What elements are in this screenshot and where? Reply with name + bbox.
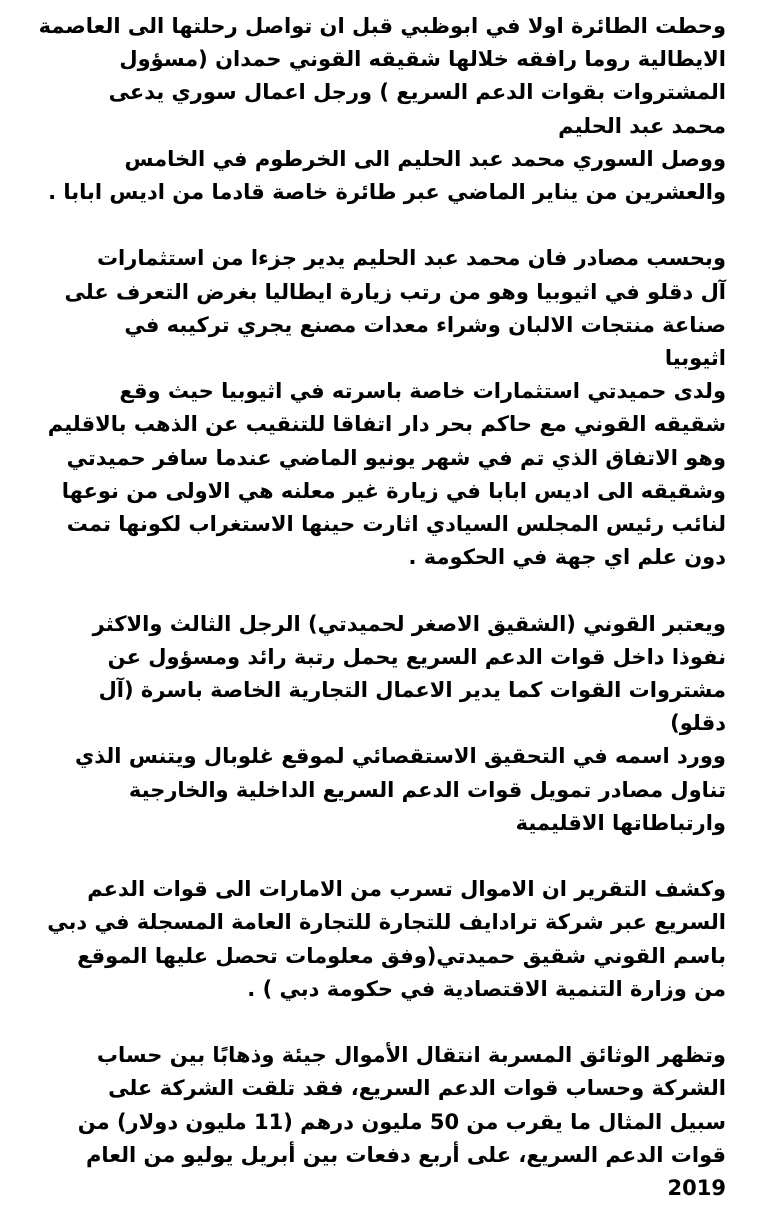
article-body xyxy=(38,10,726,1205)
paragraph-spacer xyxy=(96,1006,726,1039)
text-line: من وزارة التنمية الاقتصادية في حكومة دبي ) . xyxy=(247,976,726,1001)
text-line: آل دقلو في اثيوبيا وهو من رتب زيارة ايطاليا بغرض التعرف على xyxy=(64,279,726,304)
text-line: تناول مصادر تمويل قوات الدعم السريع الداخلية والخارجية xyxy=(128,777,726,802)
text-line: مشتروات القوات كما يدير الاعمال التجارية الخاصة باسرة (آل xyxy=(98,678,726,703)
text-line: السريع عبر شركة ترادايف للتجارة للتجارة العامة المسجلة في دبي xyxy=(47,910,726,935)
text-line: وشقيقه الى اديس ابابا في زيارة غير معلنه هي الاولى من نوعها xyxy=(61,478,726,503)
text-line: ووصل السوري محمد عبد الحليم الى الخرطوم في الخامس xyxy=(124,146,726,171)
text-line: وكشف التقرير ان الاموال تسرب من الامارات الى قوات الدعم xyxy=(87,877,726,902)
paragraph-flight xyxy=(38,10,726,209)
text-line: نفوذا داخل قوات الدعم السريع يحمل رتبة رائد ومسؤول عن xyxy=(107,644,726,669)
paragraph-spacer xyxy=(96,209,726,242)
text-line: 2019 xyxy=(667,1176,726,1201)
text-line: اثيوبيا xyxy=(664,346,726,371)
text-line: وحطت الطائرة اولا في ابوظبي قبل ان تواصل رحلتها الى العاصمة xyxy=(38,14,726,38)
text-line: ويعتبر القوني (الشقيق الاصغر لحميدتي) الرجل الثالث والاكثر xyxy=(92,611,726,636)
text-line: وورد اسمه في التحقيق الاستقصائي لموقع غلوبال ويتنس الذي xyxy=(75,744,726,769)
text-line: وتظهر الوثائق المسربة انتقال الأموال جيئة وذهابًا بين حساب xyxy=(96,1043,726,1068)
text-line: دون علم اي جهة في الحكومة . xyxy=(408,545,726,570)
text-line: الايطالية روما رافقه خلالها شقيقه القوني حمدان (مسؤول xyxy=(119,47,726,72)
text-line: والعشرين من يناير الماضي عبر طائرة خاصة قادما من اديس ابابا . xyxy=(48,180,726,205)
paragraph-spacer xyxy=(96,574,726,607)
text-line: وهو الاتفاق الذي تم في شهر يونيو الماضي عندما سافر حميدتي xyxy=(66,445,726,470)
text-line: قوات الدعم السريع، على أربع دفعات بين أبريل يوليو من العام xyxy=(85,1142,726,1167)
text-line: وارتباطاتها الاقليمية xyxy=(515,810,726,835)
paragraph-leaked-documents xyxy=(77,1039,726,1205)
text-line: محمد عبد الحليم xyxy=(558,113,726,138)
text-line: وبحسب مصادر فان محمد عبد الحليم يدير جزءا من استثمارات xyxy=(96,246,726,271)
paragraph-report xyxy=(47,873,726,1006)
text-line: صناعة منتجات الالبان وشراء معدات مصنع يجري تركيبه في xyxy=(124,312,726,337)
text-line: المشتروات بقوات الدعم السريع ) ورجل اعمال سوري يدعى xyxy=(108,80,726,105)
paragraph-alquoni xyxy=(75,608,726,840)
text-line: لنائب رئيس المجلس السيادي اثارت حينها الاستغراب لكونها تمت xyxy=(66,512,726,537)
text-line: ولدى حميدتي استثمارات خاصة باسرته في اثيوبيا حيث وقع xyxy=(119,379,726,404)
text-line: الشركة وحساب قوات الدعم السريع، فقد تلقت الشركة على xyxy=(108,1076,726,1101)
text-line: شقيقه القوني مع حاكم بحر دار اتفاقا للتنقيب عن الذهب بالاقليم xyxy=(47,412,726,437)
text-line: دقلو) xyxy=(670,711,726,736)
text-line: سبيل المثال ما يقرب من 50 مليون درهم (11 مليون دولار) من xyxy=(77,1109,726,1134)
paragraph-investments xyxy=(47,242,726,574)
text-line: باسم القوني شقيق حميدتي(وفق معلومات تحصل عليها الموقع xyxy=(77,943,726,968)
paragraph-spacer xyxy=(96,840,726,873)
